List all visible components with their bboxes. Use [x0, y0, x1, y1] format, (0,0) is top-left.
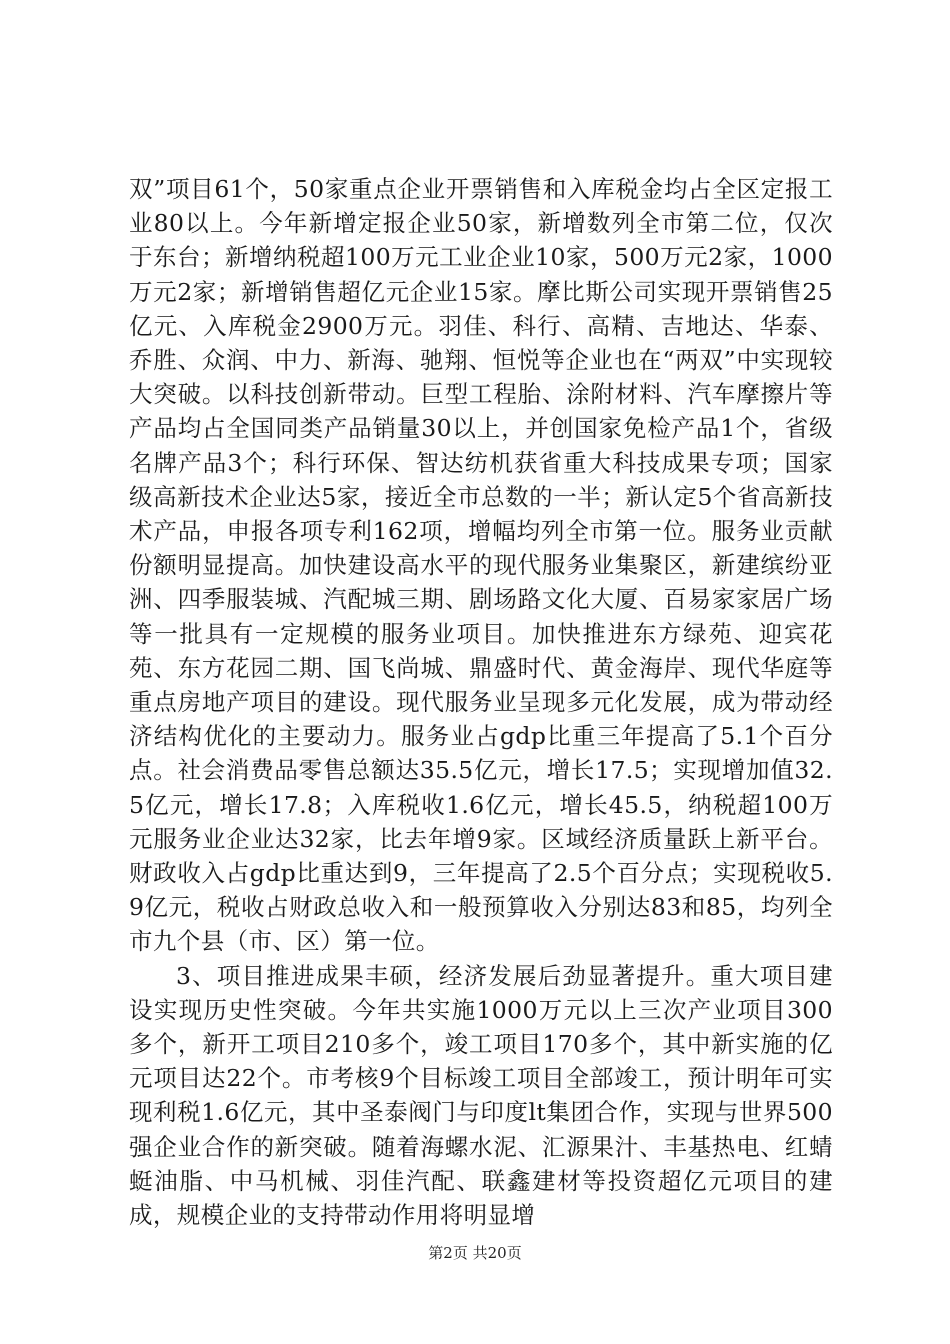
paragraph-1: 双”项目61个，50家重点企业开票销售和入库税金均占全区定报工业80以上。今年新增定报企业50家，新增数列全市第二位，仅次于东台；新增纳税超100万元工业企业10家，500万元2家，1000万元2家；新增销售超亿元企业15家。摩比斯公司实现开票销售25亿元、入库税金2900万元。羽佳、科行、高精、吉地达、华泰、乔胜、众润、中力、新海、驰翔、恒悦等企业也在“两双”中实现较大突破。以科技创新带动。巨型工程胎、涂附材料、汽车摩擦片等产品均占全国同类产品销量30以上，并创国家免检产品1个，省级名牌产品3个；科行环保、智达纺机获省重大科技成果专项；国家级高新技术企业达5家，接近全市总数的一半；新认定5个省高新技术产品，申报各项专利162项，增幅均列全市第一位。服务业贡献份额明显提高。加快建设高水平的现代服务业集聚区，新建缤纷亚洲、四季服装城、汽配城三期、剧场路文化大厦、百易家家居广场等一批具有一定规模的服务业项目。加快推进东方绿苑、迎宾花苑、东方花园二期、国飞尚城、鼎盛时代、黄金海岸、现代华庭等重点房地产项目的建设。现代服务业呈现多元化发展，成为带动经济结构优化的主要动力。服务业占gdp比重三年提高了5.1个百分点。社会消费品零售总额达35.5亿元，增长17.5；实现增加值32.5亿元，增长17.8；入库税收1.6亿元，增长45.5，纳税超100万元服务业企业达32家，比去年增9家。区域经济质量跃上新平台。财政收入占gdp比重达到9，三年提高了2.5个百分点；实现税收5.9亿元，税收占财政总收入和一般预算收入分别达83和85，均列全市九个县（市、区）第一位。	[129, 175, 833, 956]
document-body	[129, 172, 833, 1232]
paragraph-2: 3、项目推进成果丰硕，经济发展后劲显著提升。重大项目建设实现历史性突破。今年共实施1000万元以上三次产业项目300多个，新开工项目210多个，竣工项目170多个，其中新实施的亿元项目达22个。市考核9个目标竣工项目全部竣工，预计明年可实现利税1.6亿元，其中圣泰阀门与印度lt集团合作，实现与世界500强企业合作的新突破。随着海螺水泥、汇源果汁、丰基热电、红蜻蜓油脂、中马机械、羽佳汽配、联鑫建材等投资超亿元项目的建成，规模企业的支持带动作用将明显增	[129, 961, 833, 1230]
page-number-footer: 第2页 共20页	[428, 1244, 522, 1262]
